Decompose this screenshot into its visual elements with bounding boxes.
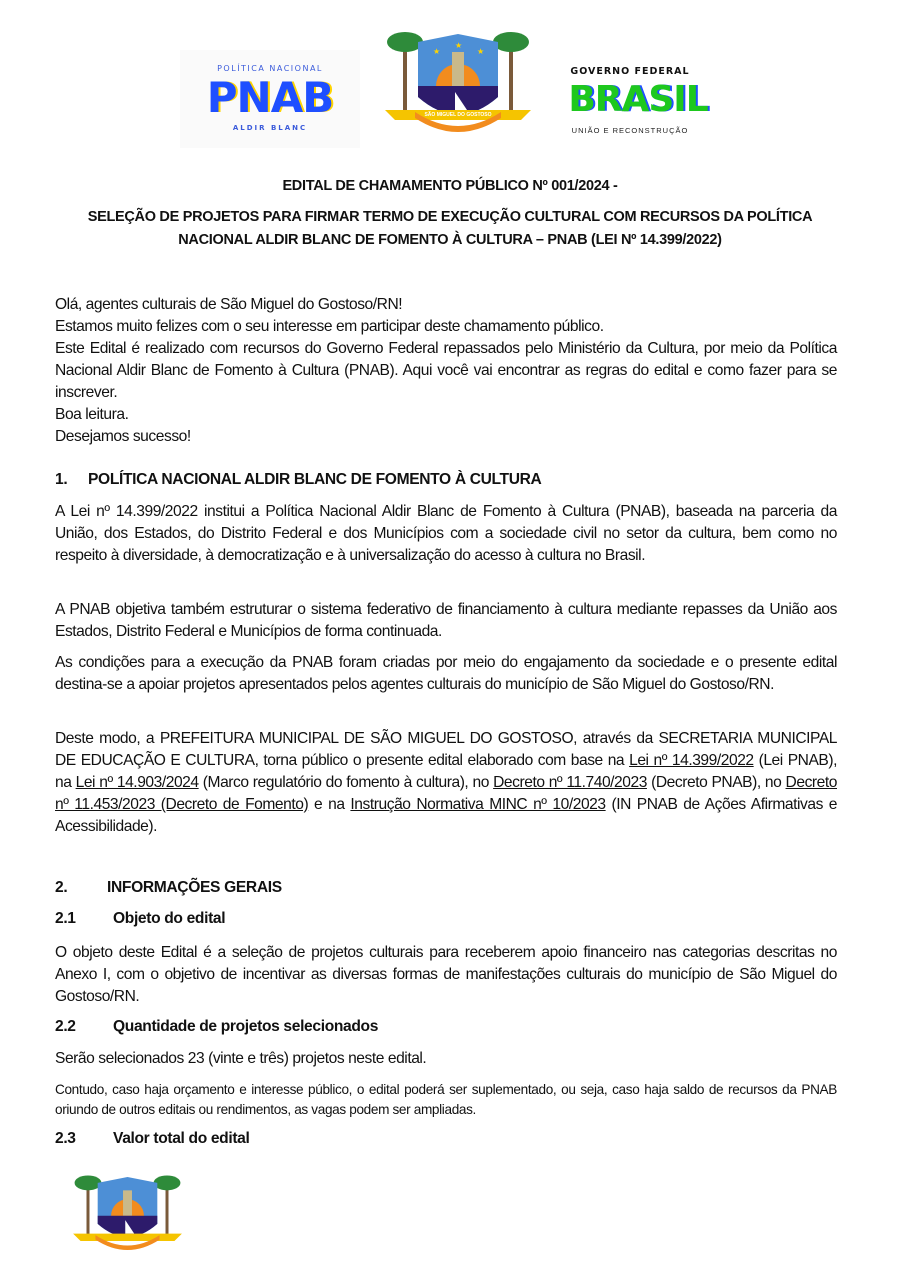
legal-text: e na [308, 796, 351, 813]
section-2-1-text: O objeto deste Edital é a seleção de projetos culturais para receberem apoio financeiro nas categorias descritas no Anexo I, com o objetivo de incentivar as diversas formas de manifestações culturais do município de São Miguel do Gostoso/RN. [55, 944, 837, 1005]
pnab-logo-wordmark: PNAB [206, 73, 334, 122]
legal-text: (Lei PNAB), na [55, 752, 838, 791]
edital-subtitle-line2: NACIONAL ALDIR BLANC DE FOMENTO À CULTURA – PNAB (LEI Nº 14.399/2022) [178, 232, 722, 248]
coat-of-arms-ribbon-text: SÃO MIGUEL DO GOSTOSO [424, 112, 492, 118]
section-number: 2.3 [55, 1130, 76, 1147]
section-1-heading [55, 471, 541, 489]
section-number: 1. [55, 471, 68, 488]
edital-subtitle-line1: SELEÇÃO DE PROJETOS PARA FIRMAR TERMO DE EXECUÇÃO CULTURAL COM RECURSOS DA POLÍTICA [87, 209, 813, 225]
intro-greeting: Olá, agentes culturais de São Miguel do Gostoso/RN! [55, 296, 403, 313]
uniao-reconstrucao-text: UNIÃO E RECONSTRUÇÃO [571, 126, 689, 135]
intro-line: Estamos muito felizes com o seu interesse em participar deste chamamento público. [55, 318, 604, 335]
svg-text:★: ★ [433, 47, 441, 56]
legal-reference-link[interactable]: Decreto nº 11.740/2023 [493, 774, 647, 791]
section-title: Objeto do edital [113, 910, 226, 927]
governo-federal-text: GOVERNO FEDERAL [570, 66, 690, 77]
section-title: Valor total do edital [113, 1130, 250, 1147]
pnab-logo-bottom-text: ALDIR BLANC [232, 124, 308, 132]
section-2-3-heading [55, 1130, 249, 1148]
svg-text:★: ★ [477, 47, 485, 56]
brasil-wordmark: BRASIL [568, 79, 708, 120]
section-title: POLÍTICA NACIONAL ALDIR BLANC DE FOMENTO À CULTURA [88, 471, 542, 488]
section-1-paragraph: A Lei nº 14.399/2022 institui a Política Nacional Aldir Blanc de Fomento à Cultura (PNAB), baseada na parceria da União, dos Estados, do Distrito Federal e dos Municípios com a sociedade civil no setor da cultura, bem como no respeito à diversidade, à democratização e à universalização do acesso à cultura no Brasil. [55, 503, 837, 564]
legal-reference-link[interactable]: Decreto nº 11.453/2023 (Decreto de Fomento) [55, 774, 837, 813]
section-2-1-heading [55, 910, 225, 928]
legal-text: (IN PNAB de Ações Afirmativas e Acessibilidade). [55, 796, 837, 835]
legal-reference-link[interactable]: Lei nº 14.399/2022 [629, 752, 754, 769]
section-1-paragraph: A PNAB objetiva também estruturar o sistema federativo de financiamento à cultura mediante repasses da União aos Estados, Distrito Federal e Municípios de forma continuada. [55, 601, 837, 640]
legal-basis-paragraph [55, 728, 837, 838]
section-title: INFORMAÇÕES GERAIS [107, 879, 282, 896]
legal-text: (Marco regulatório do fomento à cultura), no [198, 774, 494, 791]
intro-closing: Desejamos sucesso! [55, 428, 191, 445]
legal-reference-link[interactable]: Instrução Normativa MINC nº 10/2023 [350, 796, 606, 813]
section-2-2-text: Serão selecionados 23 (vinte e três) projetos neste edital. [55, 1050, 427, 1067]
governo-federal-logo [560, 60, 720, 140]
footer-coat-of-arms [70, 1168, 185, 1250]
section-2-2-note: Contudo, caso haja orçamento e interesse público, o edital poderá ser suplementado, ou seja, caso haja saldo de recursos da PNAB oriundo de outros editais ou rendimentos, as vagas podem ser ampliadas. [55, 1082, 837, 1117]
section-number: 2.2 [55, 1018, 76, 1035]
section-1-paragraph: As condições para a execução da PNAB foram criadas por meio do engajamento da sociedade e o presente edital destina-se a apoiar projetos apresentados pelos agentes culturais do município de São Miguel do Gostoso/RN. [55, 654, 837, 693]
section-2-heading [55, 879, 282, 897]
pnab-logo-top-text: POLÍTICA NACIONAL [217, 64, 323, 73]
edital-title: EDITAL DE CHAMAMENTO PÚBLICO Nº 001/2024 - [282, 178, 618, 194]
legal-text: (Decreto PNAB), no [646, 774, 786, 791]
section-title: Quantidade de projetos selecionados [113, 1018, 379, 1035]
intro-line: Boa leitura. [55, 406, 129, 423]
legal-text: Deste modo, a PREFEITURA MUNICIPAL DE SÃO MIGUEL DO GOSTOSO, através da SECRETARIA MUNICIPAL DE EDUCAÇÃO E CULTURA, torna público o presente edital elaborado com base na [55, 730, 837, 769]
svg-text:★: ★ [455, 41, 463, 50]
section-number: 2.1 [55, 910, 76, 927]
intro-line: Este Edital é realizado com recursos do Governo Federal repassados pelo Ministério da Cultura, por meio da Política Nacional Aldir Blanc de Fomento à Cultura (PNAB). Aqui você vai encontrar as regras do edital e como fazer para se inscrever. [55, 340, 837, 401]
section-number: 2. [55, 879, 68, 896]
legal-reference-link[interactable]: Lei nº 14.903/2024 [75, 774, 199, 791]
pnab-logo [180, 50, 360, 148]
section-2-2-heading [55, 1018, 378, 1036]
